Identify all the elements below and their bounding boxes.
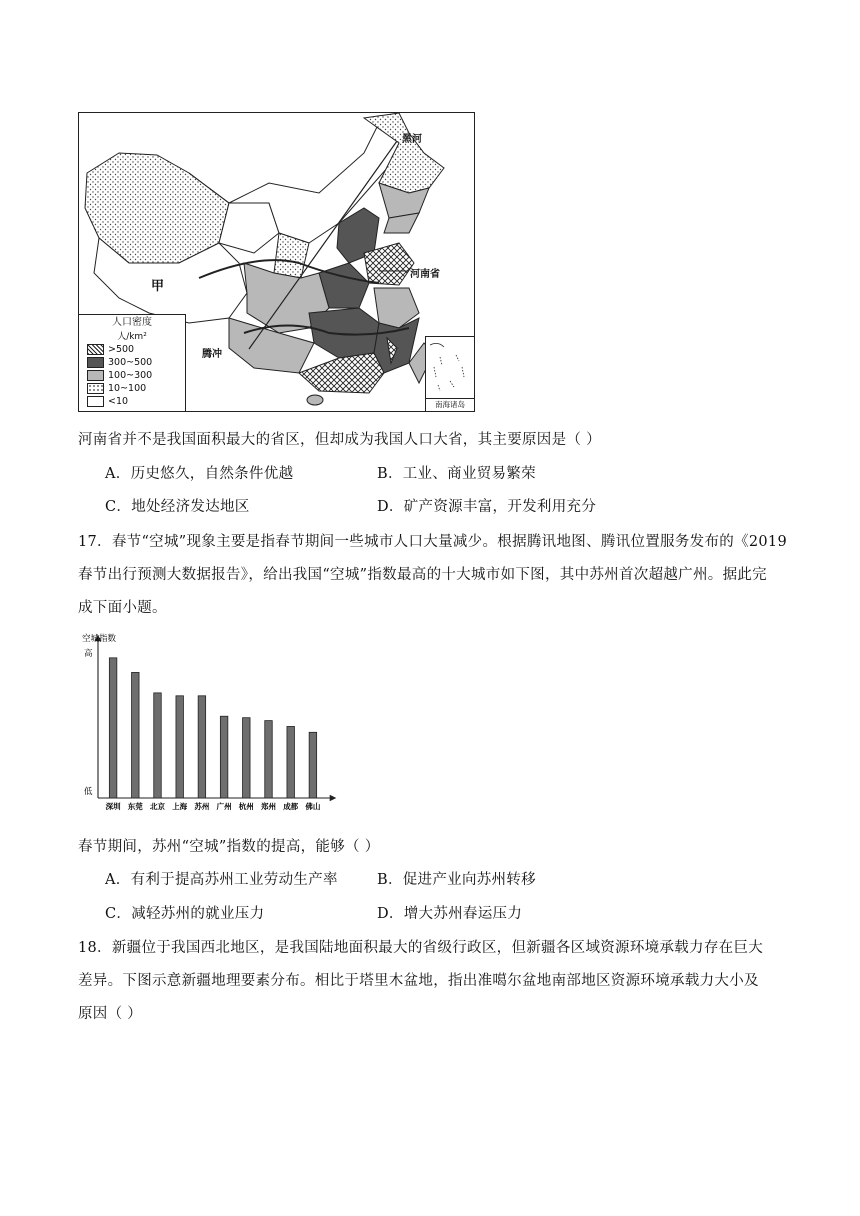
y-axis-label: 空城指数 xyxy=(82,634,117,644)
heihe-label: 黑河 xyxy=(402,134,422,145)
x-tick-label: 广州 xyxy=(216,802,232,811)
bar xyxy=(287,726,295,798)
legend-item: 10~100 xyxy=(79,382,185,395)
tengchong-label: 腾冲 xyxy=(202,349,222,360)
x-tick-label: 北京 xyxy=(150,802,165,811)
q18-line-2: 差异。下图示意新疆地理要素分布。相比于塔里木盆地，指出准噶尔盆地南部地区资源环境承载力大小及 xyxy=(78,973,759,989)
bar xyxy=(154,693,162,798)
legend-item: 300~500 xyxy=(79,356,185,369)
henan-label: 河南省 xyxy=(410,269,440,280)
q17-intro-line-3: 成下面小题。 xyxy=(78,600,167,616)
legend-title: 人口密度 xyxy=(112,317,152,328)
q17-intro-line-2: 春节出行预测大数据报告》，给出我国“空城”指数最高的十大城市如下图，其中苏州首次超越广州。据此完 xyxy=(78,567,767,583)
legend-item: >500 xyxy=(79,343,185,356)
empty-city-index-chart xyxy=(78,630,340,820)
legend-item: <10 xyxy=(79,395,185,408)
legend-unit: 人/km² xyxy=(117,332,147,342)
inset-caption: 南海诸岛 xyxy=(426,398,474,411)
legend-item: 100~300 xyxy=(79,369,185,382)
q17-option-d: D．增大苏州春运压力 xyxy=(377,906,523,922)
q17-option-b: B．促进产业向苏州转移 xyxy=(377,872,536,888)
dots-swatch xyxy=(87,383,104,394)
bar xyxy=(243,718,251,798)
bar xyxy=(220,716,228,798)
x-tick-label: 东莞 xyxy=(127,802,143,811)
q17-intro-line-1: 17．春节“空城”现象主要是指春节期间一些城市人口大量减少。根据腾讯地图、腾讯位置服务发布的《2019 xyxy=(78,534,787,550)
x-tick-label: 深圳 xyxy=(105,802,121,811)
x-tick-label: 苏州 xyxy=(194,802,210,811)
bar xyxy=(132,672,140,798)
bar-chart-svg xyxy=(78,630,340,820)
x-tick-label: 杭州 xyxy=(238,802,254,811)
white-swatch xyxy=(87,396,104,407)
x-tick-label: 上海 xyxy=(172,802,188,811)
q18-line-1: 18．新疆位于我国西北地区，是我国陆地面积最大的省级行政区，但新疆各区域资源环境承载力存在巨大 xyxy=(78,940,764,956)
q17-option-c: C．减轻苏州的就业压力 xyxy=(105,906,265,922)
map-legend xyxy=(79,314,186,411)
population-density-map xyxy=(78,112,475,412)
q16-option-a: A．历史悠久，自然条件优越 xyxy=(105,466,294,482)
q16-option-d: D．矿产资源丰富，开发利用充分 xyxy=(377,499,597,515)
bar xyxy=(176,696,184,798)
south-china-sea-inset xyxy=(425,336,474,411)
x-tick-label: 佛山 xyxy=(305,802,321,811)
jia-label: 甲 xyxy=(151,279,165,294)
q16-option-c: C．地处经济发达地区 xyxy=(105,499,250,515)
y-high-label: 高 xyxy=(84,649,93,659)
bar xyxy=(198,696,206,798)
inset-drawing xyxy=(426,337,474,397)
q17-stem: 春节期间，苏州“空城”指数的提高，能够（ ） xyxy=(78,839,380,855)
q16-stem: 河南省并不是我国面积最大的省区，但却成为我国人口大省，其主要原因是（ ） xyxy=(78,432,601,448)
gray-swatch xyxy=(87,370,104,381)
bar xyxy=(109,658,117,798)
q16-option-b: B．工业、商业贸易繁荣 xyxy=(377,466,536,482)
bar xyxy=(309,732,317,798)
crosshatch-swatch xyxy=(87,344,104,355)
bar xyxy=(265,721,273,798)
q18-line-3: 原因（ ） xyxy=(78,1006,143,1022)
dark-swatch xyxy=(87,357,104,368)
y-low-label: 低 xyxy=(84,787,93,797)
q17-option-a: A．有利于提高苏州工业劳动生产率 xyxy=(105,872,338,888)
x-tick-label: 郑州 xyxy=(261,802,276,811)
x-tick-label: 成都 xyxy=(283,802,299,811)
